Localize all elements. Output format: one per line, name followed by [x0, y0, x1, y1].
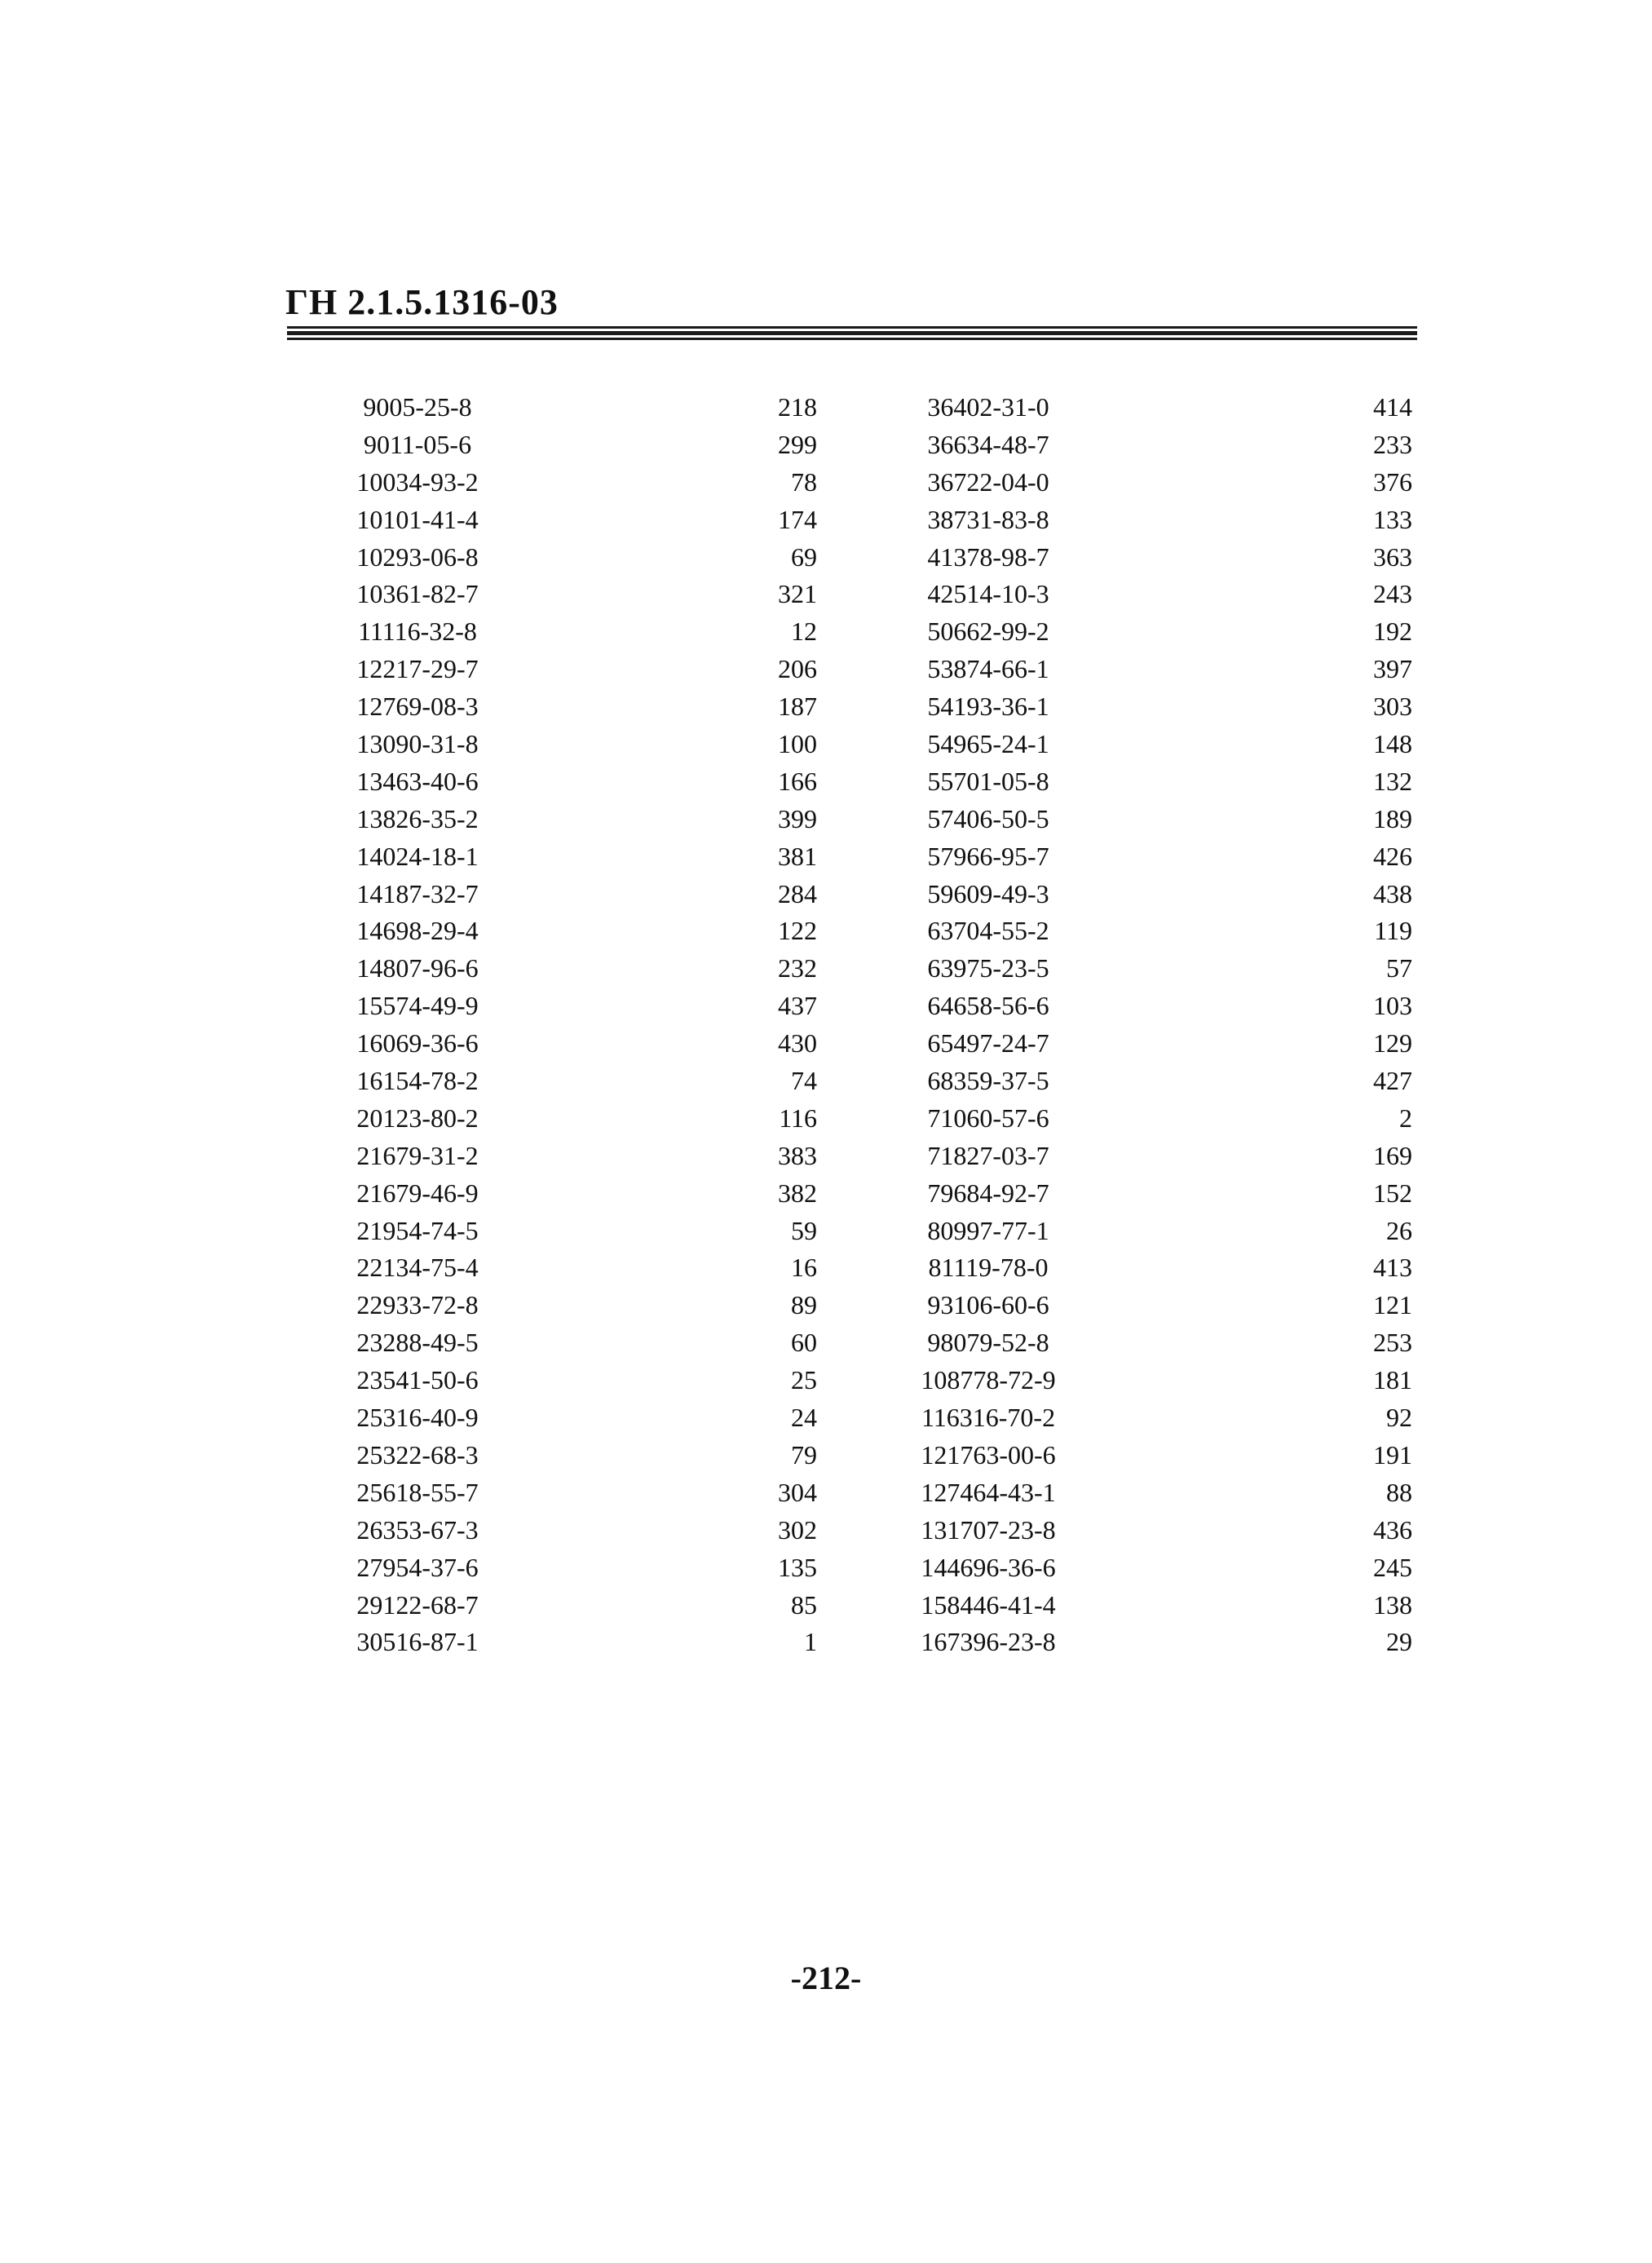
cas-number-left: 13090-31-8	[356, 729, 479, 759]
entry-number-left: 89	[791, 1290, 817, 1320]
cas-number-right: 36722-04-0	[927, 466, 1049, 497]
entry-number-right: 26	[1386, 1215, 1412, 1245]
entry-number-right: 138	[1373, 1589, 1412, 1620]
entry-number-right: 29	[1386, 1627, 1412, 1657]
cas-number-left: 16154-78-2	[356, 1066, 479, 1096]
cas-number-right: 65497-24-7	[927, 1028, 1049, 1059]
table-row	[287, 1549, 1417, 1587]
entry-number-left: 69	[791, 541, 817, 572]
cas-number-right: 167396-23-8	[921, 1627, 1056, 1657]
entry-number-left: 12	[791, 617, 817, 647]
cas-number-left: 10101-41-4	[356, 504, 479, 534]
cas-number-right: 80997-77-1	[927, 1215, 1049, 1245]
table-row	[287, 726, 1417, 763]
divider-line-top	[287, 326, 1417, 329]
table-row	[287, 1063, 1417, 1100]
cas-number-left: 25316-40-9	[356, 1403, 479, 1433]
entry-number-left: 304	[778, 1477, 817, 1507]
divider-line-middle	[287, 331, 1417, 335]
cas-number-left: 9011-05-6	[363, 429, 472, 459]
cas-number-left: 16069-36-6	[356, 1028, 479, 1059]
cas-number-right: 71060-57-6	[927, 1103, 1049, 1133]
entry-number-left: 135	[778, 1552, 817, 1582]
entry-number-right: 438	[1373, 878, 1412, 908]
entry-number-right: 169	[1373, 1140, 1412, 1170]
table-row	[287, 539, 1417, 577]
cas-number-right: 54193-36-1	[927, 692, 1049, 722]
table-row	[287, 651, 1417, 688]
entry-number-left: 100	[778, 729, 817, 759]
cas-number-left: 22134-75-4	[356, 1253, 479, 1283]
table-row	[287, 576, 1417, 613]
table-row	[287, 464, 1417, 502]
table-row	[287, 1399, 1417, 1437]
entry-number-left: 59	[791, 1215, 817, 1245]
entry-number-left: 122	[778, 916, 817, 946]
entry-number-right: 119	[1374, 916, 1412, 946]
cas-number-right: 63975-23-5	[927, 953, 1049, 983]
cas-number-left: 14698-29-4	[356, 916, 479, 946]
cas-number-left: 14807-96-6	[356, 953, 479, 983]
cas-number-left: 23288-49-5	[356, 1328, 479, 1358]
entry-number-right: 413	[1373, 1253, 1412, 1283]
entry-number-left: 1	[804, 1627, 817, 1657]
document-title: ГН 2.1.5.1316-03	[285, 282, 559, 322]
entry-number-right: 148	[1373, 729, 1412, 759]
entry-number-left: 383	[778, 1140, 817, 1170]
cas-number-right: 121763-00-6	[921, 1439, 1056, 1470]
cas-number-right: 68359-37-5	[927, 1066, 1049, 1096]
entry-number-left: 74	[791, 1066, 817, 1096]
table-row	[287, 1512, 1417, 1549]
table-row	[287, 1175, 1417, 1213]
entry-number-left: 166	[778, 766, 817, 796]
divider-line-bottom	[287, 338, 1417, 340]
entry-number-left: 299	[778, 429, 817, 459]
cas-number-right: 79684-92-7	[927, 1178, 1049, 1208]
entry-number-right: 436	[1373, 1514, 1412, 1545]
table-row	[287, 389, 1417, 427]
cas-number-right: 42514-10-3	[927, 579, 1049, 609]
cas-number-right: 36402-31-0	[927, 392, 1049, 422]
cas-number-left: 22933-72-8	[356, 1290, 479, 1320]
entry-number-right: 303	[1373, 692, 1412, 722]
entry-number-right: 243	[1373, 579, 1412, 609]
cas-number-left: 27954-37-6	[356, 1552, 479, 1582]
entry-number-left: 16	[791, 1253, 817, 1283]
entry-number-right: 2	[1399, 1103, 1412, 1133]
cas-number-right: 116316-70-2	[921, 1403, 1056, 1433]
table-row	[287, 801, 1417, 838]
entry-number-right: 245	[1373, 1552, 1412, 1582]
entry-number-left: 187	[778, 692, 817, 722]
entry-number-left: 218	[778, 392, 817, 422]
table-row	[287, 1287, 1417, 1324]
cas-number-left: 14024-18-1	[356, 841, 479, 871]
cas-number-left: 20123-80-2	[356, 1103, 479, 1133]
entry-number-left: 174	[778, 504, 817, 534]
table-row	[287, 988, 1417, 1025]
cas-number-left: 13826-35-2	[356, 803, 479, 833]
cas-number-left: 21679-46-9	[356, 1178, 479, 1208]
table-row	[287, 913, 1417, 950]
cas-number-left: 13463-40-6	[356, 766, 479, 796]
entry-number-right: 253	[1373, 1328, 1412, 1358]
entry-number-left: 206	[778, 654, 817, 684]
entry-number-right: 397	[1373, 654, 1412, 684]
entry-number-left: 382	[778, 1178, 817, 1208]
cas-number-right: 71827-03-7	[927, 1140, 1049, 1170]
cas-number-right: 53874-66-1	[927, 654, 1049, 684]
entry-number-right: 233	[1373, 429, 1412, 459]
cas-number-left: 21954-74-5	[356, 1215, 479, 1245]
table-row	[287, 838, 1417, 876]
entry-number-left: 25	[791, 1365, 817, 1395]
table-row	[287, 1362, 1417, 1399]
cas-number-right: 50662-99-2	[927, 617, 1049, 647]
entry-number-left: 284	[778, 878, 817, 908]
cas-number-right: 98079-52-8	[927, 1328, 1049, 1358]
entry-number-right: 426	[1373, 841, 1412, 871]
table-row	[287, 1025, 1417, 1063]
cas-number-right: 55701-05-8	[927, 766, 1049, 796]
entry-number-right: 133	[1373, 504, 1412, 534]
table-row	[287, 763, 1417, 801]
entry-number-left: 78	[791, 466, 817, 497]
cas-number-left: 23541-50-6	[356, 1365, 479, 1395]
entry-number-right: 132	[1373, 766, 1412, 796]
cas-number-right: 158446-41-4	[921, 1589, 1056, 1620]
entry-number-left: 381	[778, 841, 817, 871]
cas-number-left: 11116-32-8	[358, 617, 477, 647]
table-row	[287, 1138, 1417, 1175]
entry-number-left: 430	[778, 1028, 817, 1059]
cas-number-left: 25322-68-3	[356, 1439, 479, 1470]
cas-number-left: 12217-29-7	[356, 654, 479, 684]
cas-number-left: 9005-25-8	[363, 392, 472, 422]
entry-number-left: 60	[791, 1328, 817, 1358]
table-row	[287, 613, 1417, 651]
entry-number-right: 121	[1373, 1290, 1412, 1320]
cas-number-left: 25618-55-7	[356, 1477, 479, 1507]
table-row	[287, 502, 1417, 539]
cas-number-right: 36634-48-7	[927, 429, 1049, 459]
cas-number-left: 15574-49-9	[356, 991, 479, 1021]
entry-number-right: 427	[1373, 1066, 1412, 1096]
entry-number-right: 57	[1386, 953, 1412, 983]
page-number: -212-	[790, 1960, 862, 1996]
table-row	[287, 1213, 1417, 1250]
entry-number-right: 192	[1373, 617, 1412, 647]
cas-number-left: 10034-93-2	[356, 466, 479, 497]
cas-number-right: 54965-24-1	[927, 729, 1049, 759]
table-row	[287, 1249, 1417, 1287]
entry-number-left: 116	[779, 1103, 817, 1133]
table-row	[287, 1437, 1417, 1474]
header-divider	[287, 326, 1417, 343]
cas-number-right: 57966-95-7	[927, 841, 1049, 871]
entry-number-right: 189	[1373, 803, 1412, 833]
entry-number-left: 85	[791, 1589, 817, 1620]
cas-number-right: 81119-78-0	[928, 1253, 1049, 1283]
entry-number-left: 24	[791, 1403, 817, 1433]
entry-number-right: 181	[1373, 1365, 1412, 1395]
cas-number-right: 64658-56-6	[927, 991, 1049, 1021]
cas-number-left: 10361-82-7	[356, 579, 479, 609]
entry-number-left: 232	[778, 953, 817, 983]
entry-number-right: 414	[1373, 392, 1412, 422]
table-row	[287, 1100, 1417, 1138]
cas-number-right: 57406-50-5	[927, 803, 1049, 833]
table-row	[287, 1474, 1417, 1512]
entry-number-left: 399	[778, 803, 817, 833]
entry-number-right: 191	[1373, 1439, 1412, 1470]
cas-number-right: 144696-36-6	[921, 1552, 1056, 1582]
table-row	[287, 1587, 1417, 1624]
entry-number-right: 129	[1373, 1028, 1412, 1059]
cas-number-right: 127464-43-1	[921, 1477, 1056, 1507]
table-row	[287, 876, 1417, 913]
entry-number-right: 363	[1373, 541, 1412, 572]
cas-number-right: 93106-60-6	[927, 1290, 1049, 1320]
cas-number-left: 21679-31-2	[356, 1140, 479, 1170]
cas-number-right: 41378-98-7	[927, 541, 1049, 572]
table-row	[287, 688, 1417, 726]
entry-number-right: 88	[1386, 1477, 1412, 1507]
cas-number-right: 131707-23-8	[921, 1514, 1056, 1545]
cas-number-left: 10293-06-8	[356, 541, 479, 572]
entry-number-left: 302	[778, 1514, 817, 1545]
cas-number-left: 26353-67-3	[356, 1514, 479, 1545]
cas-number-left: 29122-68-7	[356, 1589, 479, 1620]
entry-number-left: 437	[778, 991, 817, 1021]
table-row	[287, 950, 1417, 988]
cas-number-left: 12769-08-3	[356, 692, 479, 722]
table-row	[287, 1324, 1417, 1362]
cas-number-right: 59609-49-3	[927, 878, 1049, 908]
cas-number-left: 14187-32-7	[356, 878, 479, 908]
cas-number-right: 38731-83-8	[927, 504, 1049, 534]
entry-number-right: 376	[1373, 466, 1412, 497]
cas-number-right: 108778-72-9	[921, 1365, 1056, 1395]
cas-index-table	[287, 389, 1417, 1661]
cas-number-right: 63704-55-2	[927, 916, 1049, 946]
table-row	[287, 427, 1417, 464]
entry-number-left: 79	[791, 1439, 817, 1470]
entry-number-right: 92	[1386, 1403, 1412, 1433]
table-row	[287, 1624, 1417, 1661]
entry-number-right: 152	[1373, 1178, 1412, 1208]
entry-number-right: 103	[1373, 991, 1412, 1021]
cas-number-left: 30516-87-1	[356, 1627, 479, 1657]
entry-number-left: 321	[778, 579, 817, 609]
